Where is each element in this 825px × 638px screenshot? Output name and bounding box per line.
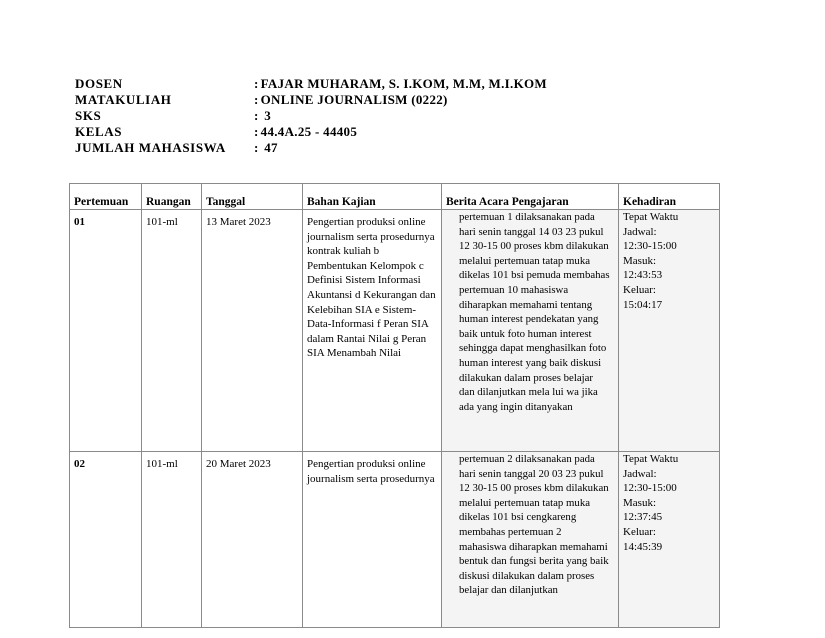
cell-ruangan: 101-ml — [142, 452, 202, 628]
cell-berita-acara — [442, 452, 619, 628]
kehadiran-masuk-value: 12:37:45 — [623, 511, 663, 524]
cell-pertemuan: 01 — [70, 210, 142, 452]
header-pertemuan: Pertemuan — [70, 184, 142, 210]
info-row-matakuliah: MATAKULIAH : ONLINE JOURNALISM (0222) — [75, 92, 448, 107]
schedule-table — [69, 183, 720, 628]
header-bahan-kajian: Bahan Kajian — [303, 184, 442, 210]
kehadiran-keluar-label: Keluar: — [623, 525, 656, 538]
table-row — [70, 210, 720, 452]
info-label: DOSEN — [75, 76, 123, 91]
info-value: 44.4A.25 - 44405 — [260, 124, 358, 139]
cell-tanggal: 20 Maret 2023 — [202, 452, 303, 628]
cell-berita-acara: pertemuan 1 dilaksanakan pada hari senin tanggal 14 03 23 pukul 12 30-15 00 proses kbm dilakukan melalui pertemuan tatap muka dikelas 101 bsi pemuda membahas pertemuan 10 mahasiswa diharapkan memahami tentang human interest pendekatan yang baik untuk foto human interest sehingga dapat menghasilkan foto human interest yang baik diskusi dilakukan dalam proses belajar dan dilanjutkan mela lui wa jika ada yang ingin ditanyakan — [442, 210, 619, 452]
lecture-info — [75, 76, 547, 156]
info-value: 3 — [264, 108, 271, 123]
kehadiran-jadwal-label: Jadwal: — [623, 467, 657, 480]
info-row-jumlah-mahasiswa: JUMLAH MAHASISWA : 47 — [75, 140, 278, 155]
header-kehadiran: Kehadiran — [619, 184, 720, 210]
header-ruangan: Ruangan — [142, 184, 202, 210]
info-value: 47 — [264, 140, 278, 155]
cell-tanggal: 13 Maret 2023 — [202, 210, 303, 452]
info-label: KELAS — [75, 124, 123, 139]
cell-bahan-kajian: Pengertian produksi online journalism serta prosedurnya kontrak kuliah b Pembentukan Kelompok c Definisi Sistem Informasi Akuntansi d Kekurangan dan Kelebihan SIA e Sistem-Data-Informasi f Peran SIA dalam Rantai Nilai g Peran SIA Menambah Nilai — [303, 210, 442, 452]
kehadiran-keluar-label: Keluar: — [623, 283, 656, 296]
kehadiran-status: Tepat Waktu — [623, 211, 679, 223]
info-row-kelas: KELAS : 44.4A.25 - 44405 — [75, 124, 358, 139]
info-row-sks: SKS : 3 — [75, 108, 271, 123]
berita-text: pertemuan 2 dilaksanakan pada hari senin tanggal 20 03 23 pukul 12 30-15 00 proses kbm dilakukan melalui pertemuan tatap muka dikelas 101 bsi cengkareng membahas pertemuan 2 mahasiswa diharapkan memahami bentuk dan fungsi berita yang baik diskusi dilakukan dalam proses belajar dan dilanjutkan — [459, 453, 609, 597]
kehadiran-jadwal-value: 12:30-15:00 — [623, 240, 677, 253]
info-value: ONLINE JOURNALISM (0222) — [260, 92, 448, 107]
kehadiran-status: Tepat Waktu — [623, 453, 679, 465]
cell-bahan-kajian: Pengertian produksi online journalism serta prosedurnya — [303, 452, 442, 628]
table-row — [70, 452, 720, 628]
table-header-row — [70, 184, 720, 210]
info-value: FAJAR MUHARAM, S. I.KOM, M.M, M.I.KOM — [260, 76, 547, 91]
kehadiran-masuk-label: Masuk: — [623, 496, 656, 509]
header-berita-acara: Berita Acara Pengajaran — [442, 184, 619, 210]
info-row-dosen: DOSEN : FAJAR MUHARAM, S. I.KOM, M.M, M.I.KOM — [75, 76, 547, 91]
info-label: MATAKULIAH — [75, 92, 172, 107]
cell-kehadiran — [619, 210, 720, 452]
kehadiran-keluar-value: 14:45:39 — [623, 540, 663, 553]
kehadiran-jadwal-value: 12:30-15:00 — [623, 482, 677, 495]
cell-ruangan: 101-ml — [142, 210, 202, 452]
kehadiran-keluar-value: 15:04:17 — [623, 298, 663, 311]
info-label: JUMLAH MAHASISWA — [75, 140, 226, 155]
cell-pertemuan: 02 — [70, 452, 142, 628]
info-label: SKS — [75, 108, 102, 123]
kehadiran-masuk-value: 12:43:53 — [623, 269, 663, 282]
kehadiran-masuk-label: Masuk: — [623, 254, 656, 267]
kehadiran-jadwal-label: Jadwal: — [623, 225, 657, 238]
cell-kehadiran — [619, 452, 720, 628]
header-tanggal: Tanggal — [202, 184, 303, 210]
